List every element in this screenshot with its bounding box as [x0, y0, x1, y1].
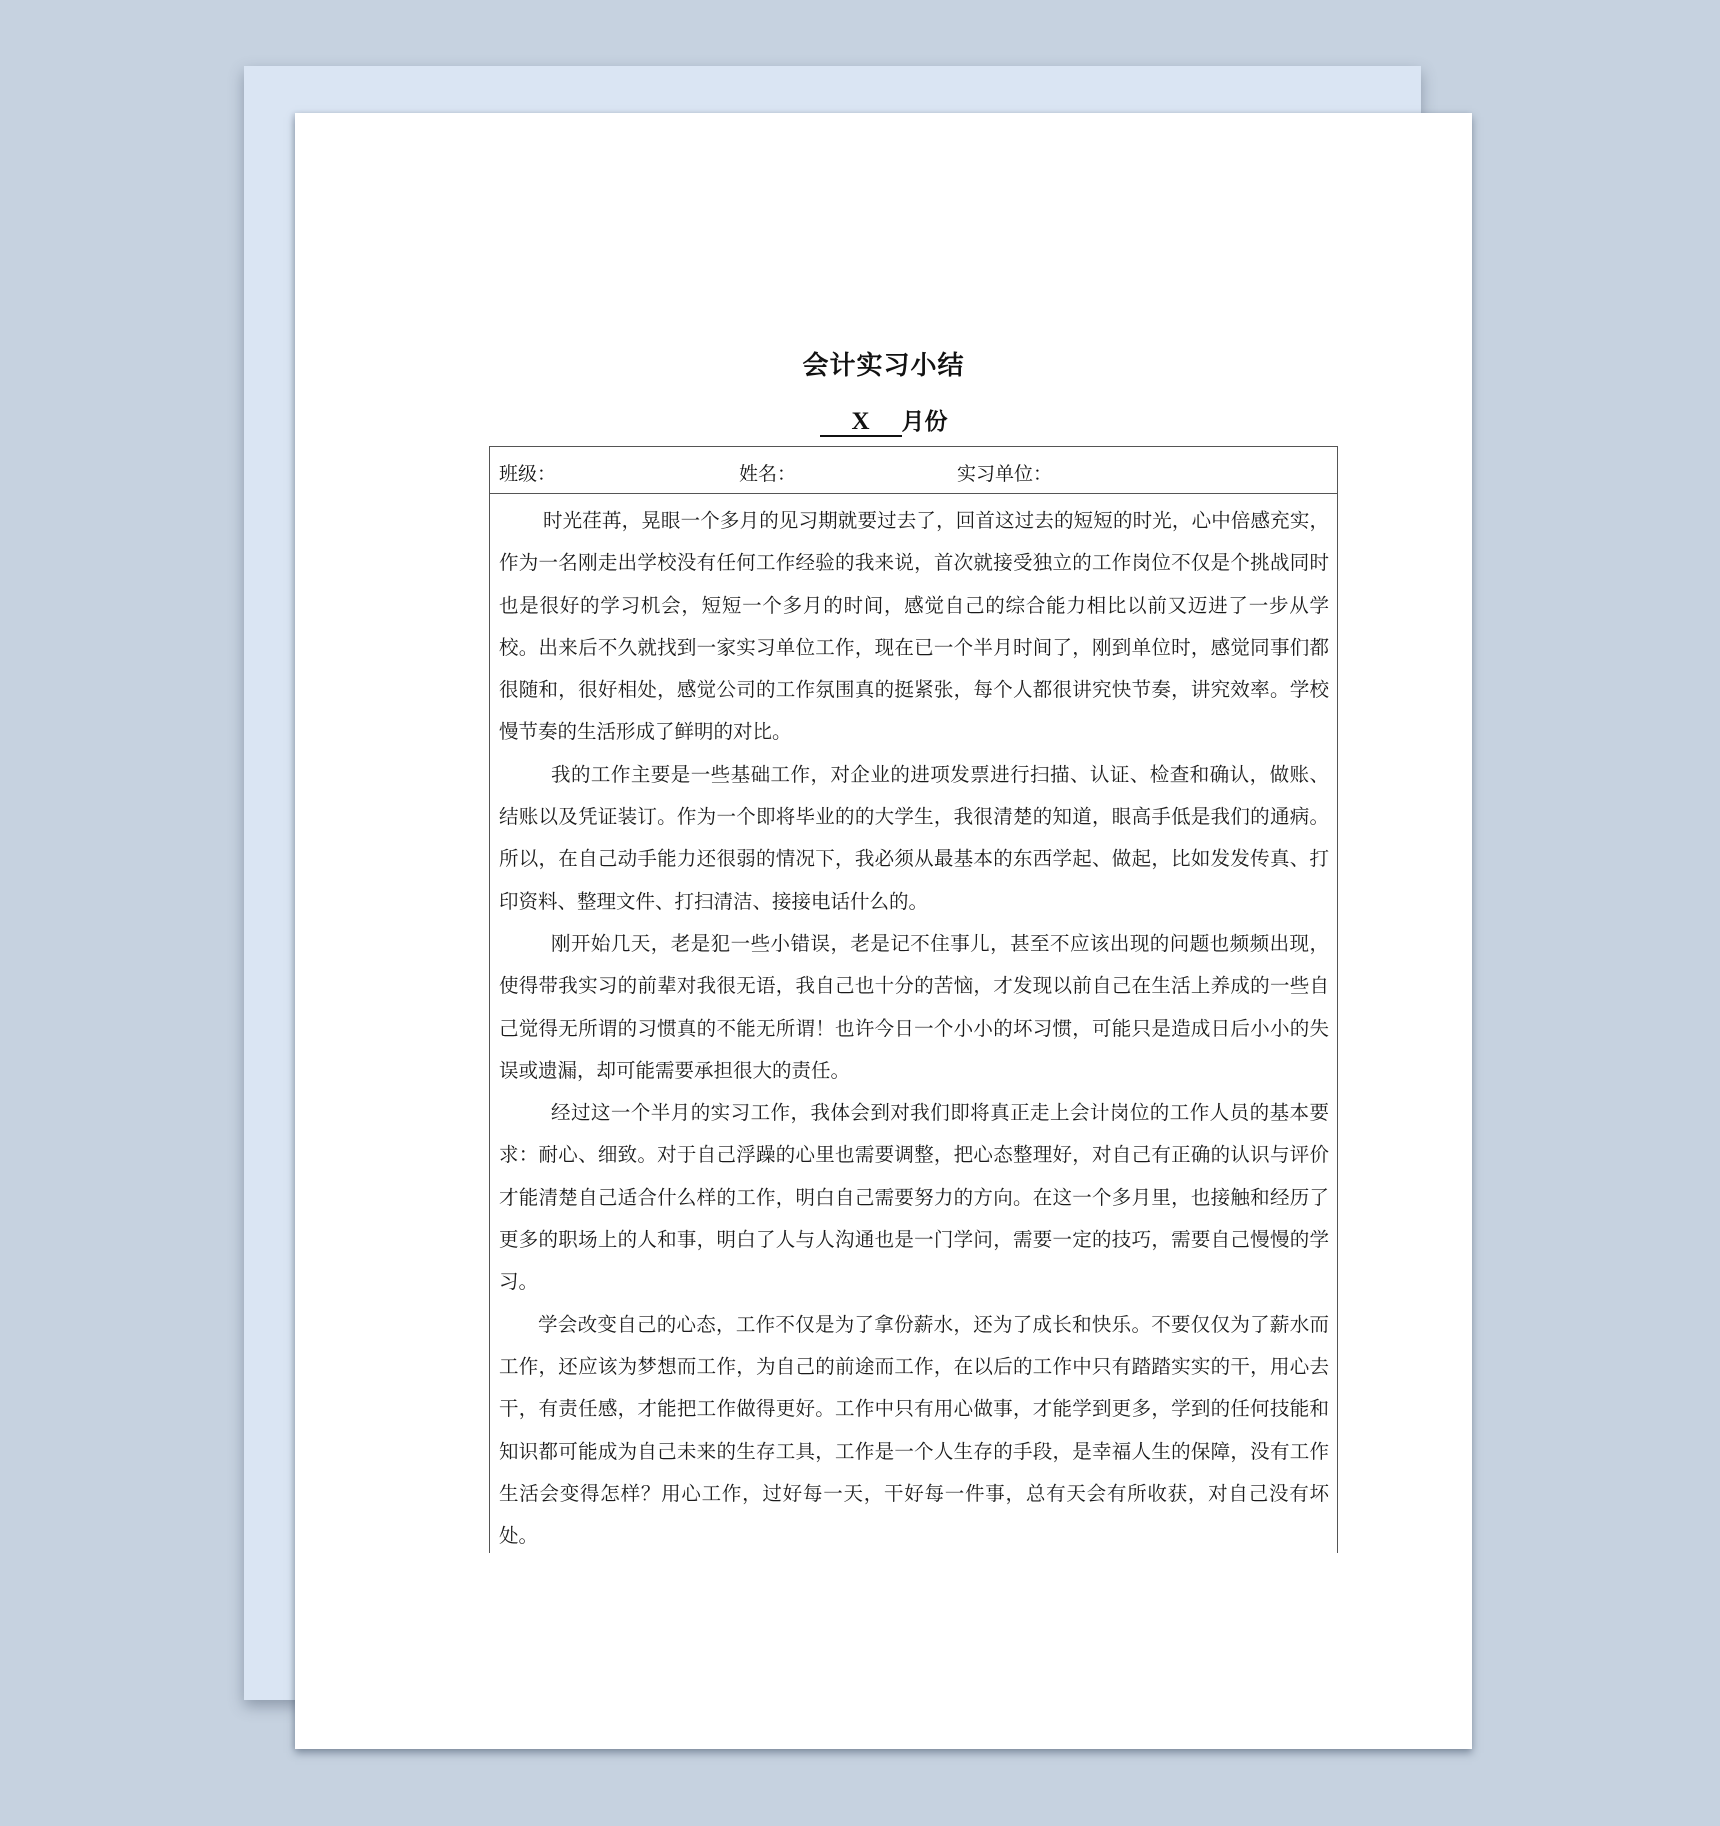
month-line	[295, 403, 1472, 437]
summary-body	[490, 494, 1337, 1557]
summary-form-table	[489, 446, 1338, 1553]
paragraph: 时光荏苒，晃眼一个多月的见习期就要过去了，回首这过去的短短的时光，心中倍感充实，作为一名刚走出学校没有任何工作经验的我来说，首次就接受独立的工作岗位不仅是个挑战同时也是很好的学习机会，短短一个多月的时间，感觉自己的综合能力相比以前又迈进了一步从学校。出来后不久就找到一家实习单位工作，现在已一个半月时间了，刚到单位时，感觉同事们都很随和，很好相处，感觉公司的工作氛围真的挺紧张，每个人都很讲究快节奏，讲究效率。学校慢节奏的生活形成了鲜明的对比。	[499, 509, 1329, 744]
month-value-field: X	[820, 409, 902, 437]
internship-unit-label: 实习单位：	[957, 463, 1053, 485]
info-header-row	[490, 447, 1337, 494]
front-page-sheet	[295, 113, 1472, 1749]
name-label: 姓名：	[739, 463, 797, 485]
paragraph: 经过这一个半月的实习工作，我体会到对我们即将真正走上会计岗位的工作人员的基本要求：耐心、细致。对于自己浮躁的心里也需要调整，把心态整理好，对自己有正确的认识与评价才能清楚自己适合什么样的工作，明白自己需要努力的方向。在这一个多月里，也接触和经历了更多的职场上的人和事，明白了人与人沟通也是一门学问，需要一定的技巧，需要自己慢慢的学习。	[499, 1101, 1329, 1294]
paragraph: 学会改变自己的心态，工作不仅是为了拿份薪水，还为了成长和快乐。不要仅仅为了薪水而工作，还应该为梦想而工作，为自己的前途而工作，在以后的工作中只有踏踏实实的干，用心去干，有责任感，才能把工作做得更好。工作中只有用心做事，才能学到更多，学到的任何技能和知识都可能成为自己未来的生存工具，工作是一个人生存的手段，是幸福人生的保障，没有工作生活会变得怎样？用心工作，过好每一天，干好每一件事，总有天会有所收获，对自己没有坏处。	[499, 1312, 1329, 1548]
paragraph: 我的工作主要是一些基础工作，对企业的进项发票进行扫描、认证、检查和确认，做账、结账以及凭证装订。作为一个即将毕业的的大学生，我很清楚的知道，眼高手低是我们的通病。所以，在自己动手能力还很弱的情况下，我必须从最基本的东西学起、做起，比如发发传真、打印资料、整理文件、打扫清洁、接接电话什么的。	[499, 762, 1329, 913]
paragraph: 刚开始几天，老是犯一些小错误，老是记不住事儿，甚至不应该出现的问题也频频出现，使得带我实习的前辈对我很无语，我自己也十分的苦恼，才发现以前自己在生活上养成的一些自己觉得无所谓的习惯真的不能无所谓！也许今日一个小小的坏习惯，可能只是造成日后小小的失误或遗漏，却可能需要承担很大的责任。	[499, 931, 1329, 1082]
class-label: 班级：	[499, 463, 557, 485]
document-title: 会计实习小结	[802, 351, 965, 381]
month-suffix-label: 月份	[901, 409, 948, 435]
